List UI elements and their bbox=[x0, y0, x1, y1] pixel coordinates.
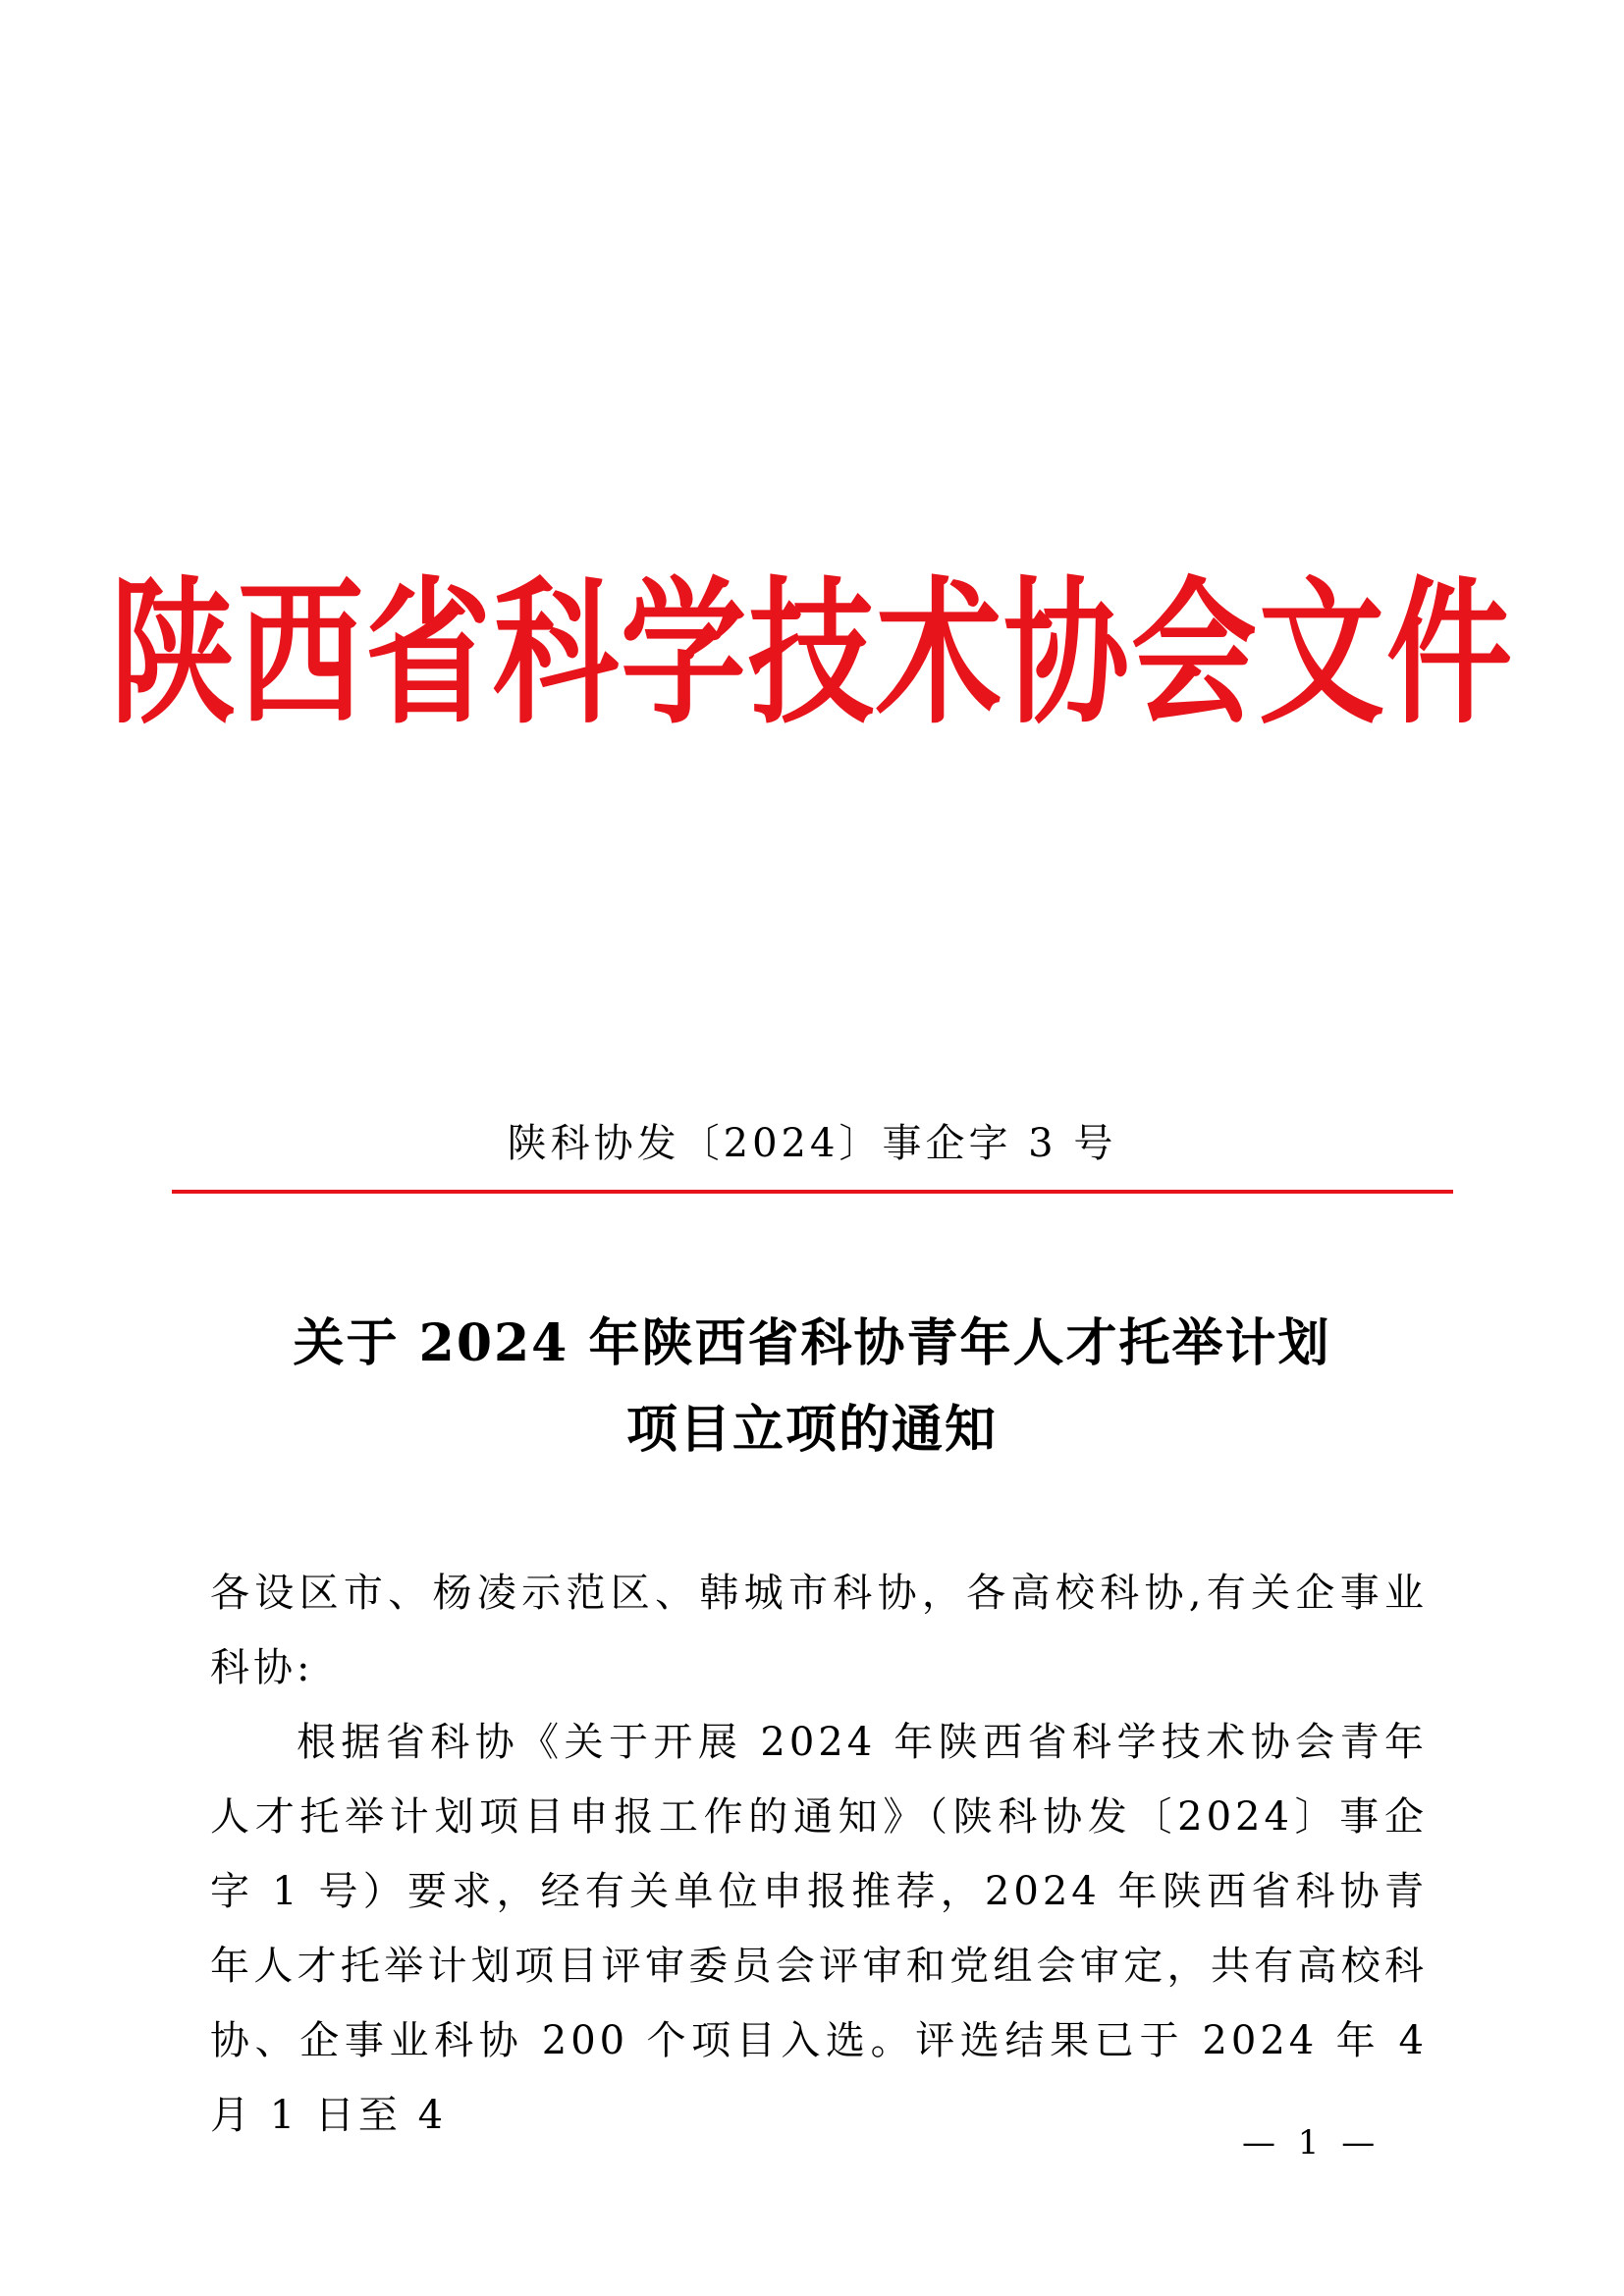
page-number: — 1 — bbox=[1242, 2123, 1381, 2163]
addressee: 各设区市、杨凌示范区、韩城市科协，各高校科协,有关企事业科协: bbox=[210, 1571, 1428, 1690]
document-title bbox=[0, 1301, 1624, 1473]
document-masthead: 陕西省科学技术协会文件 bbox=[109, 561, 1514, 746]
red-divider-line bbox=[172, 1190, 1453, 1194]
document-body bbox=[210, 1556, 1428, 2153]
title-line-2: 项目立项的通知 bbox=[625, 1400, 998, 1460]
body-paragraph: 根据省科协《关于开展 2024 年陕西省科学技术协会青年人才托举计划项目申报工作的通知》（陕科协发〔2024〕事企字 1 号）要求，经有关单位申报推荐，2024 年陕西省科协青年人才托举计划项目评审委员会评审和党组会审定，共有高校科协、企事业科协 200 个项目入选。评选结果已于 2024 年 4 月 1 日至 4 bbox=[210, 1720, 1428, 2138]
title-line-1: 关于 2024 年陕西省科协青年人才托举计划 bbox=[293, 1313, 1331, 1373]
document-number: 陕科协发〔2024〕事企字 3 号 bbox=[507, 1121, 1117, 1166]
